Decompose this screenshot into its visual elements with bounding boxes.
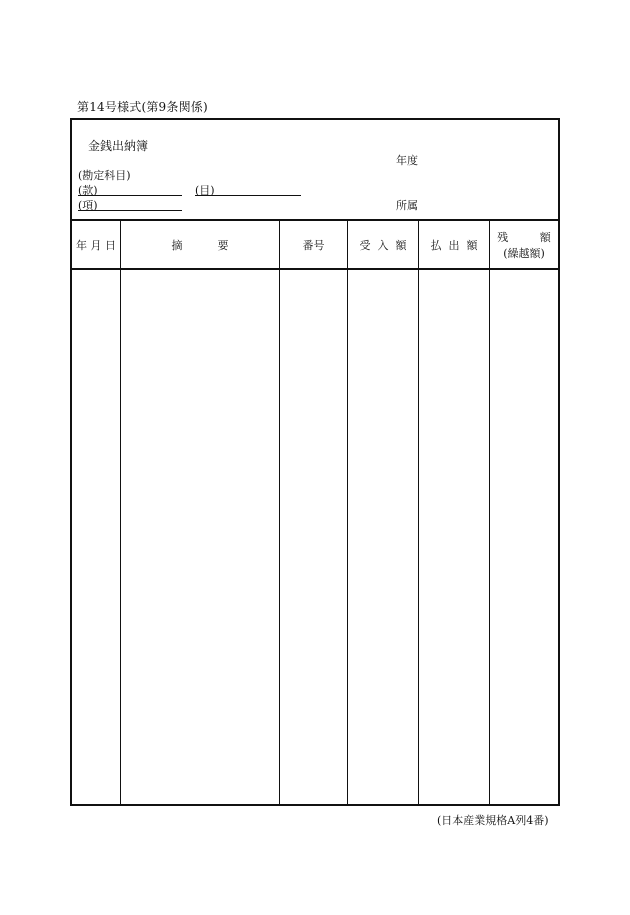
fiscal-year-label: 年度 — [396, 154, 418, 167]
payment-column-cells[interactable] — [419, 270, 489, 805]
summary-column-cells[interactable] — [121, 270, 279, 805]
balance-column-cells[interactable] — [490, 270, 558, 805]
header-separator — [70, 219, 560, 221]
column-header-carryover: (繰越額) — [503, 247, 545, 260]
kan-label: (款) — [78, 184, 98, 197]
kou-field[interactable] — [78, 210, 182, 211]
column-header-date: 年 月 日 — [76, 239, 116, 252]
column-header-number: 番号 — [302, 239, 325, 252]
column-header-payment: 払 出 額 — [430, 239, 478, 252]
moku-field[interactable] — [195, 195, 301, 196]
column-header-summary: 摘 要 — [171, 239, 229, 252]
receipt-column-cells[interactable] — [348, 270, 418, 805]
kou-label: (項) — [78, 199, 98, 212]
kan-field[interactable] — [78, 195, 182, 196]
account-subject-label: (勘定科目) — [78, 169, 131, 182]
date-column-cells[interactable] — [72, 270, 120, 805]
column-header-receipt: 受 入 額 — [359, 239, 407, 252]
moku-label: (目) — [195, 184, 215, 197]
paper-size-note: (日本産業規格A列4番) — [437, 814, 549, 827]
form-label: 第14号様式(第9条関係) — [77, 100, 208, 114]
number-column-cells[interactable] — [280, 270, 347, 805]
department-label: 所属 — [396, 199, 418, 212]
column-header-balance: 残 額 — [497, 231, 551, 244]
ledger-title: 金銭出納簿 — [88, 139, 149, 153]
